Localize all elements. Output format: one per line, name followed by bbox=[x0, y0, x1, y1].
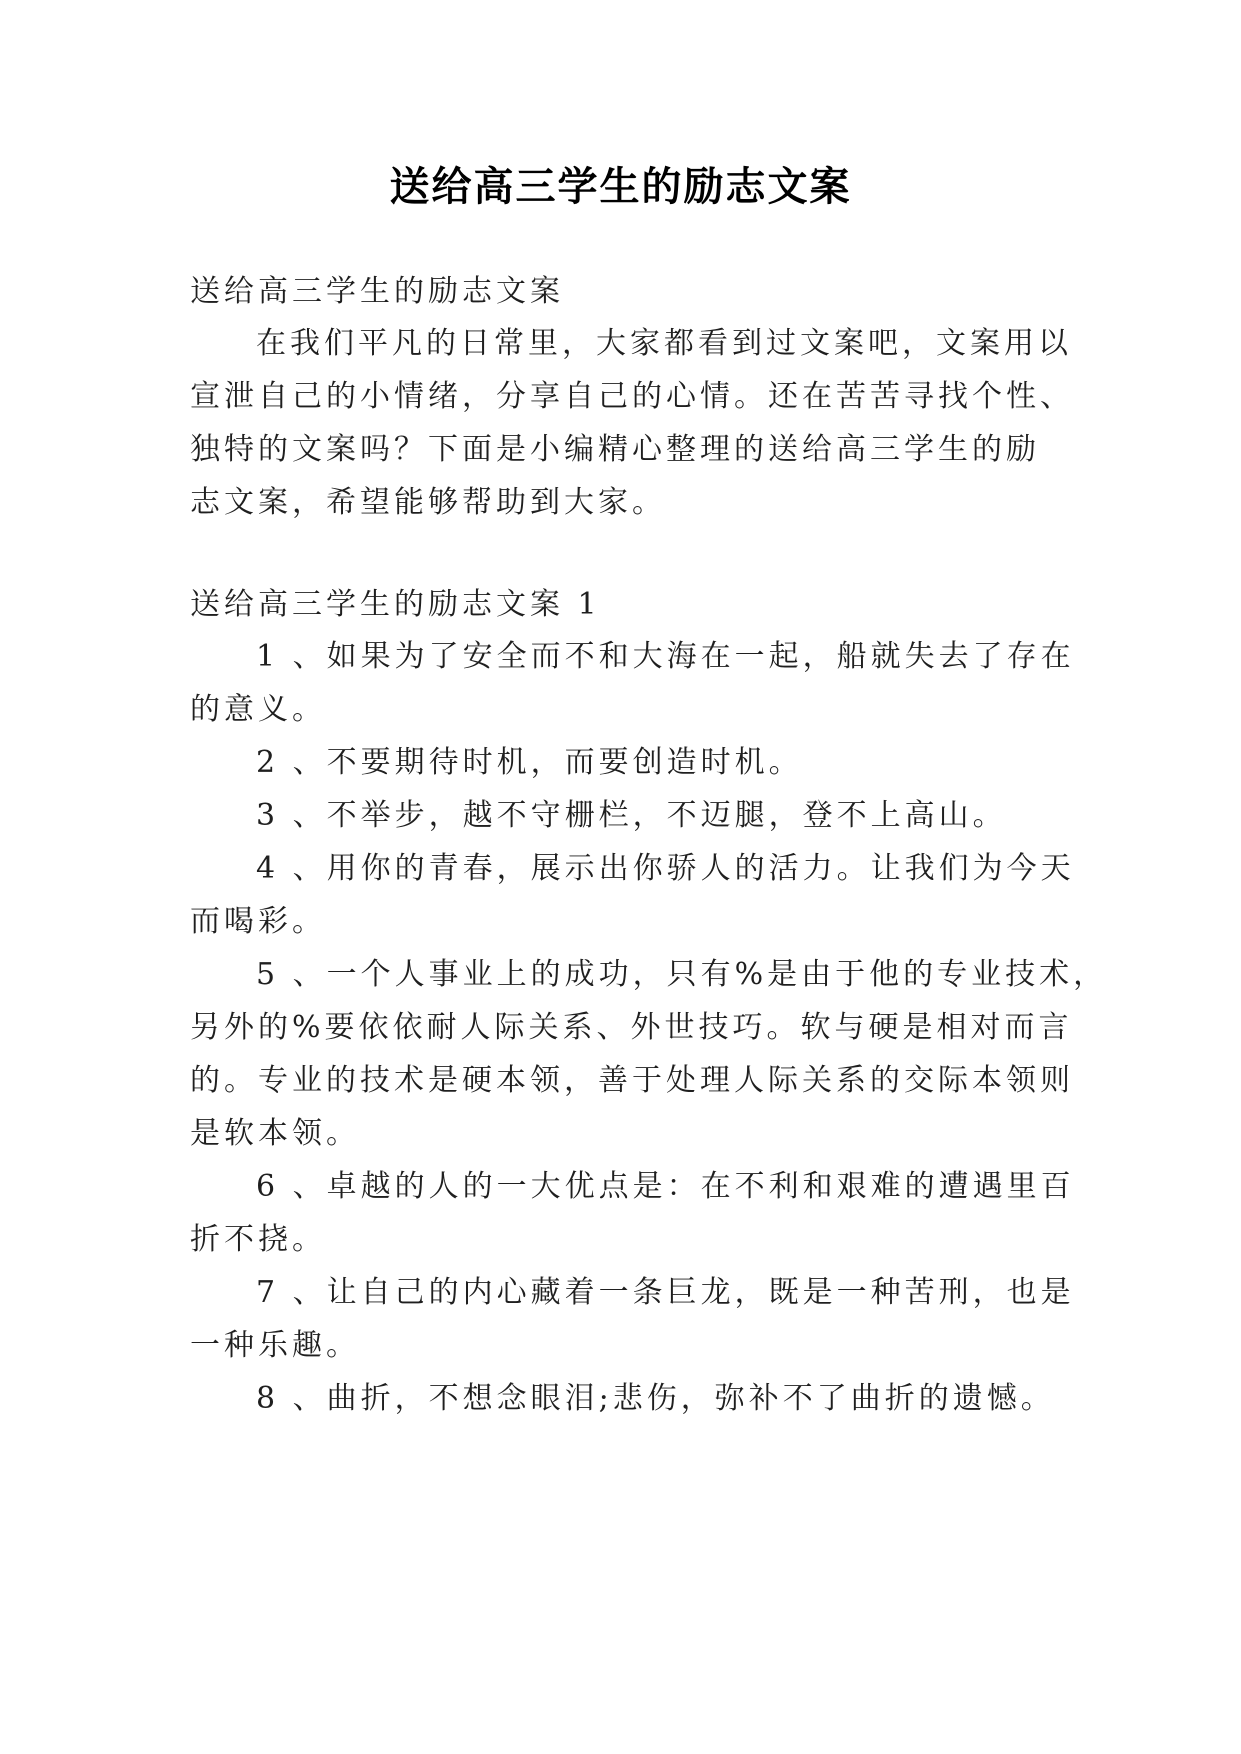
intro-line: 志文案，希望能够帮助到大家。 bbox=[190, 485, 666, 520]
list-item-line: 另外的%要依依耐人际关系、外世技巧。软与硬是相对而言 bbox=[190, 1010, 1073, 1045]
section-heading: 送给高三学生的励志文案 1 bbox=[190, 587, 601, 622]
intro-line: 在我们平凡的日常里，大家都看到过文案吧，文案用以 bbox=[256, 326, 1072, 361]
list-item-line: 4 、用你的青春，展示出你骄人的活力。让我们为今天 bbox=[256, 851, 1075, 886]
list-item-line: 2 、不要期待时机，而要创造时机。 bbox=[256, 745, 803, 780]
list-item-line: 7 、让自己的内心藏着一条巨龙，既是一种苦刑，也是 bbox=[256, 1275, 1075, 1310]
subtitle: 送给高三学生的励志文案 bbox=[190, 274, 564, 309]
intro-line: 独特的文案吗？下面是小编精心整理的送给高三学生的励 bbox=[190, 432, 1040, 467]
list-item-line: 一种乐趣。 bbox=[190, 1328, 360, 1363]
list-item-line: 的意义。 bbox=[190, 692, 326, 727]
list-item-line: 是软本领。 bbox=[190, 1116, 360, 1151]
list-item-line: 8 、曲折，不想念眼泪;悲伤，弥补不了曲折的遗憾。 bbox=[256, 1381, 1055, 1416]
list-item-line: 3 、不举步，越不守栅栏，不迈腿，登不上高山。 bbox=[256, 798, 1007, 833]
list-item-line: 的。专业的技术是硬本领，善于处理人际关系的交际本领则 bbox=[190, 1063, 1074, 1098]
list-item-line: 6 、卓越的人的一大优点是：在不利和艰难的遭遇里百 bbox=[256, 1169, 1075, 1204]
list-item-line: 5 、一个人事业上的成功，只有%是由于他的专业技术， bbox=[256, 957, 1108, 992]
list-item-line: 1 、如果为了安全而不和大海在一起，船就失去了存在 bbox=[256, 639, 1075, 674]
intro-line: 宣泄自己的小情绪，分享自己的心情。还在苦苦寻找个性、 bbox=[190, 379, 1074, 414]
document-title: 送给高三学生的励志文案 bbox=[389, 163, 852, 210]
list-item-line: 折不挠。 bbox=[190, 1222, 326, 1257]
list-item-line: 而喝彩。 bbox=[190, 904, 326, 939]
